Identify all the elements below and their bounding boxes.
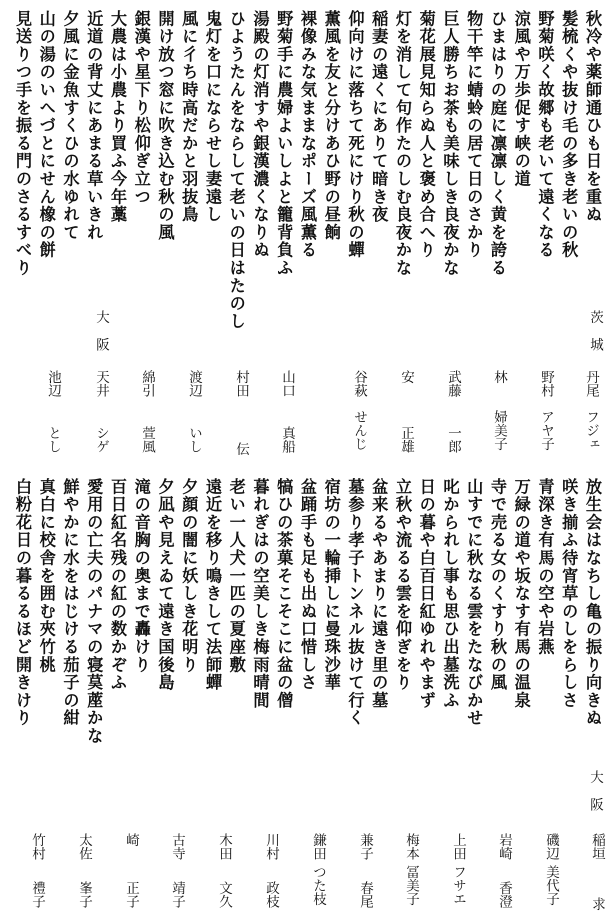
author-given: 春尾 — [357, 881, 373, 908]
haiku-line: 物干竿に蜻蛉の居て日のさかり — [464, 10, 484, 260]
haiku-line: 灯を消して句作たのしむ良夜かな — [393, 10, 412, 277]
haiku-line: 咲き揃ふ待宵草のしをらしさ — [559, 478, 579, 710]
haiku-line: 万緑の道や坂なす有馬の温泉 — [511, 478, 531, 710]
haiku-line: 山すでに秋なる雲をたなびかせ — [464, 478, 484, 728]
haiku-line: 真白に校舎を囲む夾竹桃 — [36, 478, 56, 674]
haiku-line: 裸像みな気ままなポーズ風薫る — [298, 10, 317, 260]
haiku-line: 大農は小農より買ふ今年藁 — [108, 10, 127, 224]
author-surname: 木田 — [216, 833, 232, 860]
haiku-line: 銀漢や星下り松仰ぎ立つ — [131, 10, 151, 206]
author-surname: 梅本 — [403, 833, 419, 860]
author-given: 伝 — [233, 442, 249, 456]
haiku-line: 夕凪や見えゐて遠き国後島 — [155, 478, 175, 692]
haiku-line: 夕顔の闇に妖しき花明り — [179, 478, 199, 674]
author-given: 冨美子 — [403, 865, 419, 906]
region-label: 茨城 — [587, 310, 603, 365]
author-given: フサエ — [450, 865, 466, 906]
author-surname: 兼子 — [357, 833, 373, 860]
author-surname: 安 — [398, 370, 414, 384]
haiku-line: 野菊咲く故郷も老いて遠くなる — [535, 10, 555, 260]
author-given: 政枝 — [263, 881, 279, 908]
author-surname: 池辺 — [45, 370, 61, 397]
author-surname: 磯辺 — [543, 833, 559, 860]
haiku-line: 野菊手に農婦よいしよと籠背負ふ — [274, 10, 294, 277]
author-surname: 上田 — [450, 833, 466, 860]
author-surname: 林 — [491, 370, 507, 384]
haiku-line: 百日紅名残の紅の数かぞふ — [108, 478, 127, 692]
haiku-line: 遠近を移り鳴きして法師蟬 — [203, 478, 222, 692]
haiku-line: 暮れぎはの空美しき梅雨晴間 — [250, 478, 270, 710]
haiku-line: 見送りつ手を振る門のさるすべり — [13, 10, 32, 277]
author-given: 婦美子 — [491, 410, 507, 451]
author-surname: 稲垣 — [589, 833, 605, 860]
haiku-line: 盆踊手も足も出ぬ口惜しさ — [298, 478, 317, 692]
haiku-line: 髪梳くや抜け毛の多き老いの秋 — [559, 10, 579, 260]
haiku-line: 風に彳ち時高だかと羽抜鳥 — [179, 10, 199, 224]
author-surname: 武藤 — [445, 370, 461, 397]
author-surname: 綿引 — [139, 370, 155, 397]
author-given: 靖子 — [169, 881, 185, 908]
author-given: せんじ — [351, 410, 367, 451]
author-surname: 太佐 — [76, 833, 92, 860]
author-given: 正雄 — [398, 426, 414, 453]
haiku-line: 夕風に金魚すくひの水ゆれて — [60, 10, 80, 242]
haiku-line: 宿坊の一輪挿しに曼珠沙華 — [321, 478, 341, 692]
author-given: 萱風 — [139, 426, 155, 453]
haiku-line: 日の暮や白百日紅ゆれやまず — [416, 478, 436, 710]
haiku-line: 立秋や流るる雲を仰ぎをり — [393, 478, 412, 692]
haiku-line: 稲妻の遠くにありて暗き夜 — [369, 10, 389, 224]
haiku-line: ひようたんをならして老いの日はたのし — [226, 10, 246, 331]
haiku-line: 巨人勝ちお茶も美味しき良夜かな — [440, 10, 460, 277]
author-given: つた枝 — [310, 865, 326, 906]
author-given: フジェ — [583, 410, 599, 451]
haiku-line: 愛用の亡夫のパナマの寝茣蓙かな — [84, 478, 104, 745]
haiku-line: 開け放つ窓に吹き込む秋の風 — [155, 10, 175, 242]
author-given: 真船 — [279, 426, 295, 453]
region-label: 大阪 — [587, 770, 603, 825]
author-surname: 川村 — [263, 833, 279, 860]
author-surname: 崎 — [123, 833, 139, 847]
author-given: 文久 — [216, 881, 232, 908]
author-given: 香澄 — [496, 881, 512, 908]
region-label: 大阪 — [93, 310, 109, 365]
haiku-line: 老い一人犬一匹の夏座敷 — [226, 478, 246, 674]
haiku-line: 叱かられし事も思ひ出墓洗ふ — [440, 478, 460, 710]
haiku-line: 山の湯のいへづとにせん橡の餅 — [36, 10, 56, 260]
author-given: 正子 — [123, 881, 139, 908]
author-surname: 鎌田 — [310, 833, 326, 860]
haiku-line: 青深き有馬の空や岩燕 — [535, 478, 555, 656]
author-surname: 村田 — [233, 370, 249, 397]
author-surname: 野村 — [538, 370, 554, 397]
haiku-line: 滝の音胸の奥まで轟けり — [131, 478, 151, 674]
author-surname: 古寺 — [169, 833, 185, 860]
author-surname: 天井 — [93, 370, 109, 397]
author-surname: 谷萩 — [351, 370, 367, 397]
author-surname: 渡辺 — [186, 370, 202, 397]
author-given: 一郎 — [445, 426, 461, 453]
haiku-line: 菊花展見知らぬ人と褒め合へり — [416, 10, 436, 260]
author-surname: 丹尾 — [583, 370, 599, 397]
author-given: 峯子 — [76, 881, 92, 908]
author-given: いし — [186, 426, 202, 453]
author-given: 美代子 — [543, 865, 559, 906]
haiku-line: 放生会はなちし亀の振り向きぬ — [583, 478, 602, 728]
haiku-line: 涼風や万歩促す峡の道 — [511, 10, 531, 188]
author-given: アヤ子 — [538, 410, 554, 451]
author-surname: 山口 — [279, 370, 295, 397]
haiku-line: 薫風を友と分けあひ野の昼餉 — [321, 10, 341, 242]
haiku-line: 仰向けに落ちて死にけり秋の蟬 — [345, 10, 365, 260]
haiku-line: 湯殿の灯消すや銀漢濃くなりぬ — [250, 10, 270, 260]
author-given: シゲ — [93, 426, 109, 453]
haiku-line: 鮮やかに水をはじける茄子の紺 — [60, 478, 80, 728]
haiku-line: 秋冷や薬師通ひも日を重ぬ — [583, 10, 602, 224]
haiku-line: 近道の背丈にあまる草いきれ — [84, 10, 104, 242]
author-surname: 竹村 — [29, 833, 45, 860]
haiku-line: 鬼灯を口にならせし妻遠し — [203, 10, 222, 224]
haiku-line: 盆来るやあまりに遠き里の墓 — [369, 478, 389, 710]
haiku-line: 寺で売る女のくすり秋の風 — [488, 478, 507, 692]
haiku-line: 白粉花日の暮るるほど開きけり — [13, 478, 32, 728]
haiku-line: 犒ひの茶菓そこそこに盆の僧 — [274, 478, 294, 710]
author-given: とし — [45, 426, 61, 453]
author-given: 求 — [589, 897, 605, 911]
author-surname: 岩崎 — [496, 833, 512, 860]
haiku-line: ひまはりの庭に凛凛しく黄を誇る — [488, 10, 507, 277]
haiku-line: 墓参り孝子トンネル抜けて行く — [345, 478, 365, 728]
author-given: 禮子 — [29, 881, 45, 908]
